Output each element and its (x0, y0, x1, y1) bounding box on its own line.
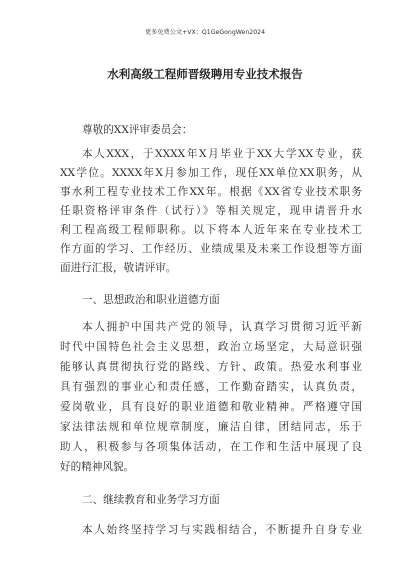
paragraph-line: 能够认真贯彻执行党的路线、方针、政策。热爱水利事业 (60, 361, 362, 373)
section-heading: 一、思想政治和职业道德方面 (82, 294, 220, 306)
paragraph-line: 助人，积极参与各项集体活动，在工作和生活中展现了良 (60, 441, 362, 453)
paragraph-line: 面进行汇报，敬请评审。 (60, 262, 177, 274)
paragraph-line: 事水利工程专业技术工作XX年。根据《XX省专业技术职务 (60, 186, 362, 198)
paragraph-line: 利工程高级工程师职称。以下将本人近年来在专业技术工 (60, 224, 362, 236)
paragraph-line: 本人始终坚持学习与实践相结合，不断提升自身专业 (82, 524, 362, 536)
document-title: 水利高级工程师晋级聘用专业技术报告 (107, 67, 303, 81)
paragraph-line: 任职资格评审条件（试行）》等相关规定，现申请晋升水 (60, 205, 362, 217)
paragraph-line: 时代中国特色社会主义思想，政治立场坚定，大局意识强 (60, 341, 362, 353)
section-heading: 二、继续教育和业务学习方面 (82, 494, 220, 506)
salutation: 尊敬的XX评审委员会： (82, 124, 193, 136)
paragraph-line: 本人XXX，于XXXX年X月毕业于XX大学XX专业，获 (82, 148, 362, 160)
paragraph-line: 作方面的学习、工作经历、业绩成果及未来工作设想等方面 (60, 243, 362, 255)
header-note: 更多免费公文+VX：Q1GeGongWen2024 (144, 29, 266, 36)
paragraph-line: XX学位。XXXX年X月参加工作，现任XX单位XX职务，从 (60, 167, 362, 179)
paragraph-line: 家法律法规和单位规章制度，廉洁自律，团结同志，乐于 (60, 421, 362, 433)
paragraph-line: 爱岗敬业，具有良好的职业道德和敬业精神。严格遵守国 (60, 401, 362, 413)
paragraph-line: 本人拥护中国共产党的领导，认真学习贯彻习近平新 (82, 321, 362, 333)
paragraph-line: 好的精神风貌。 (60, 461, 135, 473)
paragraph-line: 具有强烈的事业心和责任感，工作勤奋踏实，认真负责， (60, 381, 362, 393)
